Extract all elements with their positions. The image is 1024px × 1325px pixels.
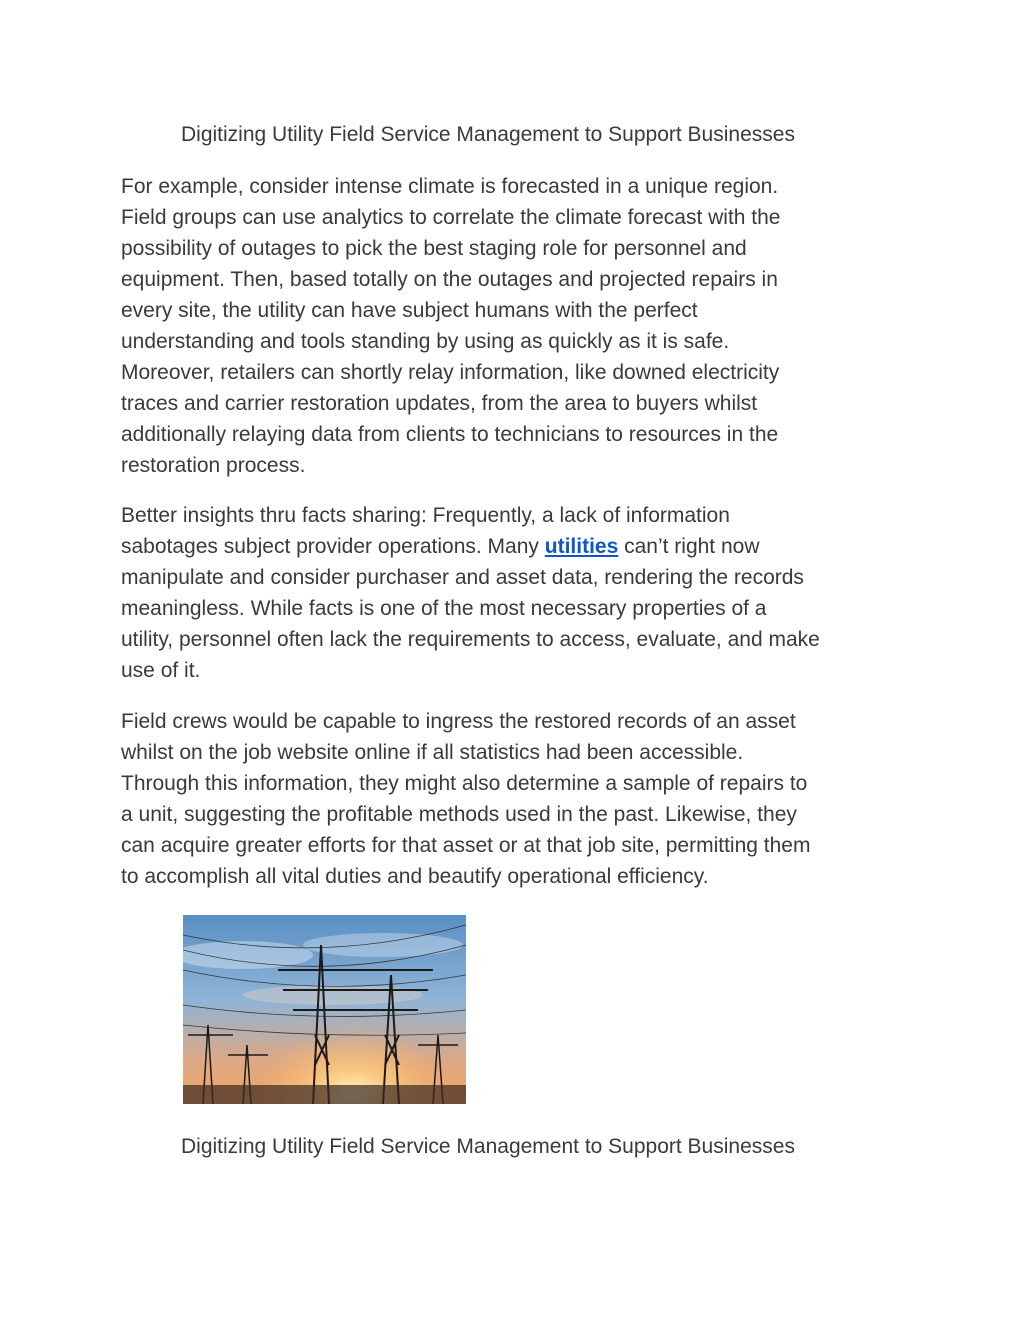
paragraph-line: Better insights thru facts sharing: Frequently, a lack of information bbox=[121, 504, 730, 527]
paragraph-line: utility, personnel often lack the requirements to access, evaluate, and make bbox=[121, 628, 820, 651]
paragraph-line: Moreover, retailers can shortly relay information, like downed electricity bbox=[121, 361, 780, 384]
paragraph-text: can’t right now bbox=[618, 535, 760, 558]
paragraph-line bbox=[121, 531, 911, 562]
power-lines-sunset-photo bbox=[183, 915, 466, 1104]
paragraph-1 bbox=[121, 171, 911, 481]
paragraph-line: restoration process. bbox=[121, 454, 306, 477]
paragraph-line: every site, the utility can have subject humans with the perfect bbox=[121, 299, 698, 322]
paragraph-line: equipment. Then, based totally on the outages and projected repairs in bbox=[121, 268, 778, 291]
paragraph-text: sabotages subject provider operations. Many bbox=[121, 535, 545, 558]
paragraph-line: can acquire greater efforts for that asset or at that job site, permitting them bbox=[121, 834, 811, 857]
paragraph-line: For example, consider intense climate is forecasted in a unique region. bbox=[121, 175, 779, 198]
paragraph-line: to accomplish all vital duties and beautify operational efficiency. bbox=[121, 865, 709, 888]
paragraph-2 bbox=[121, 500, 911, 686]
paragraph-line: Field groups can use analytics to correlate the climate forecast with the bbox=[121, 206, 781, 229]
paragraph-line: Through this information, they might also determine a sample of repairs to bbox=[121, 772, 808, 795]
utilities-link[interactable]: utilities bbox=[544, 535, 619, 558]
paragraph-line: traces and carrier restoration updates, from the area to buyers whilst bbox=[121, 392, 758, 415]
paragraph-line: use of it. bbox=[121, 659, 201, 682]
paragraph-line: additionally relaying data from clients to technicians to resources in the bbox=[121, 423, 779, 446]
paragraph-line: whilst on the job website online if all statistics had been accessible. bbox=[121, 741, 744, 764]
document-title-bottom: Digitizing Utility Field Service Management to Support Businesses bbox=[181, 1135, 795, 1158]
paragraph-line: meaningless. While facts is one of the most necessary properties of a bbox=[121, 597, 767, 620]
paragraph-3 bbox=[121, 706, 911, 892]
paragraph-line: understanding and tools standing by using as quickly as it is safe. bbox=[121, 330, 730, 353]
paragraph-line: a unit, suggesting the profitable methods used in the past. Likewise, they bbox=[121, 803, 797, 826]
paragraph-line: Field crews would be capable to ingress the restored records of an asset bbox=[121, 710, 796, 733]
document-title-top: Digitizing Utility Field Service Management to Support Businesses bbox=[181, 123, 795, 146]
paragraph-line: possibility of outages to pick the best staging role for personnel and bbox=[121, 237, 747, 260]
paragraph-line: manipulate and consider purchaser and asset data, rendering the records bbox=[121, 566, 804, 589]
